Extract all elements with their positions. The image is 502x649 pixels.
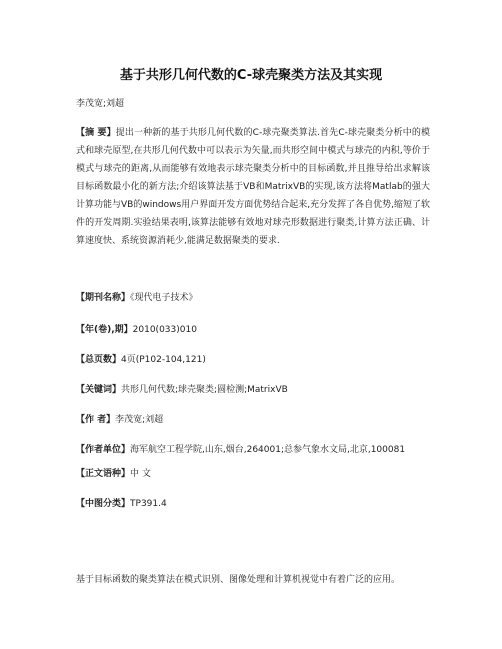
affiliation-label: 【作者单位】 (76, 445, 131, 455)
journal-field (76, 290, 198, 303)
year-value: 2010(033)010 (132, 325, 197, 335)
year-label: 【年(卷),期】 (76, 325, 133, 335)
language-field (76, 466, 151, 479)
classification-field (76, 496, 167, 509)
language-value: 中 文 (130, 469, 151, 479)
abstract (76, 124, 430, 250)
abstract-text: 提出一种新的基于共形几何代数的C-球壳聚类算法.首先C-球壳聚类分析中的模式和球壳原型,在共形几何代数中可以表示为矢量,而共形空间中模式与球壳的内积,等价于模式与球壳的距离,从而能够有效地表示球壳聚类分析中的目标函数,并且推导给出求解该目标函数最小化的新方法;介绍该算法基于VB和MatrixVB的实现,该方法将Matlab的强大计算功能与VB的windows用户界面开发方面优势结合起来,充分发挥了各自优势,缩短了软件的开发周期.实验结果表明,该算法能够有效地对球壳形数据进行聚类,计算方法正确、计算速度快、系统资源消耗少,能满足数据聚类的要求. (76, 128, 430, 246)
body-paragraph: 基于目标函数的聚类算法在模式识别、图像处理和计算机视觉中有着广泛的应用。 (76, 575, 401, 585)
pages-value: 4页(P102-104,121) (121, 355, 206, 365)
paper-title: 基于共形几何代数的C-球壳聚类方法及其实现 (119, 68, 383, 83)
pages-label: 【总页数】 (76, 355, 122, 365)
keywords-label: 【关键词】 (76, 385, 122, 395)
affiliation-field (76, 442, 405, 455)
journal-label: 【期刊名称】 (76, 293, 131, 303)
language-label: 【正文语种】 (76, 469, 131, 479)
journal-value: 《现代电子技术》 (130, 293, 198, 303)
author-value: 李茂宽;刘超 (115, 415, 164, 425)
classification-value: TP391.4 (130, 499, 167, 509)
pages-field (76, 352, 206, 365)
keywords-field (76, 382, 288, 395)
year-field (76, 322, 197, 335)
keywords-value: 共形几何代数;球壳聚类;圆检测;MatrixVB (121, 385, 288, 395)
classification-label: 【中图分类】 (76, 499, 131, 509)
author-line: 李茂宽;刘超 (76, 99, 125, 109)
affiliation-value: 海军航空工程学院,山东,烟台,264001;总参气象水文局,北京,100081 (130, 445, 406, 455)
abstract-label: 【摘 要】 (76, 128, 116, 138)
author-label: 【作 者】 (76, 415, 116, 425)
author-field (76, 412, 163, 425)
